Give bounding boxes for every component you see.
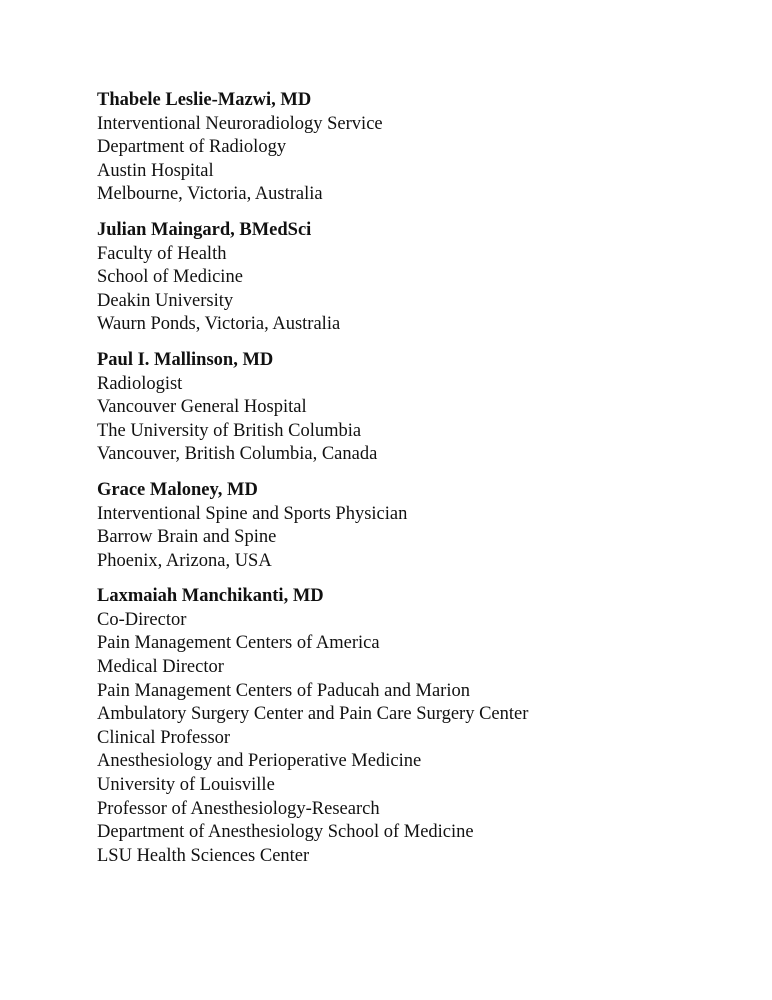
affiliation-line: Department of Anesthesiology School of Medicine [97,822,474,843]
affiliation-line: Department of Radiology [97,137,287,158]
contributor-name: Julian Maingard, BMedSci [97,219,312,240]
contributor-entry [97,585,737,868]
affiliation-line: Professor of Anesthesiology-Research [97,798,380,819]
contributor-name: Laxmaiah Manchikanti, MD [97,586,324,607]
contributor-entry [97,89,737,207]
affiliation-line: Clinical Professor [97,727,231,748]
contributor-name: Paul I. Mallinson, MD [97,349,274,370]
contributor-name: Thabele Leslie-Mazwi, MD [97,90,312,110]
contributor-entry [97,349,737,467]
affiliation-line: Radiologist [97,373,183,394]
affiliation-line: Vancouver General Hospital [97,397,307,418]
contributor-entry [97,479,737,573]
affiliation-line: Pain Management Centers of Paducah and Marion [97,680,470,701]
affiliation-line: Melbourne, Victoria, Australia [97,184,323,205]
affiliation-line: Co-Director [97,609,187,630]
affiliation-line: School of Medicine [97,267,243,288]
affiliation-line: Barrow Brain and Spine [97,527,277,548]
affiliation-line: Pain Management Centers of America [97,633,380,654]
contributor-entry [97,219,737,337]
affiliation-line: Phoenix, Arizona, USA [97,550,272,571]
contributor-list [97,89,737,880]
affiliation-line: University of Louisville [97,775,275,796]
affiliation-line: Waurn Ponds, Victoria, Australia [97,314,341,335]
affiliation-line: Austin Hospital [97,160,214,181]
affiliation-line: Vancouver, British Columbia, Canada [97,444,378,465]
affiliation-line: Ambulatory Surgery Center and Pain Care Surgery Center [97,704,529,725]
affiliation-line: Deakin University [97,290,234,311]
affiliation-line: Faculty of Health [97,243,227,264]
affiliation-line: Interventional Spine and Sports Physician [97,503,408,524]
affiliation-line: Anesthesiology and Perioperative Medicine [97,751,422,772]
contributor-name: Grace Maloney, MD [97,479,258,500]
affiliation-line: The University of British Columbia [97,420,362,441]
affiliation-line: Medical Director [97,657,224,678]
affiliation-line: Interventional Neuroradiology Service [97,113,383,134]
affiliation-line: LSU Health Sciences Center [97,845,310,866]
